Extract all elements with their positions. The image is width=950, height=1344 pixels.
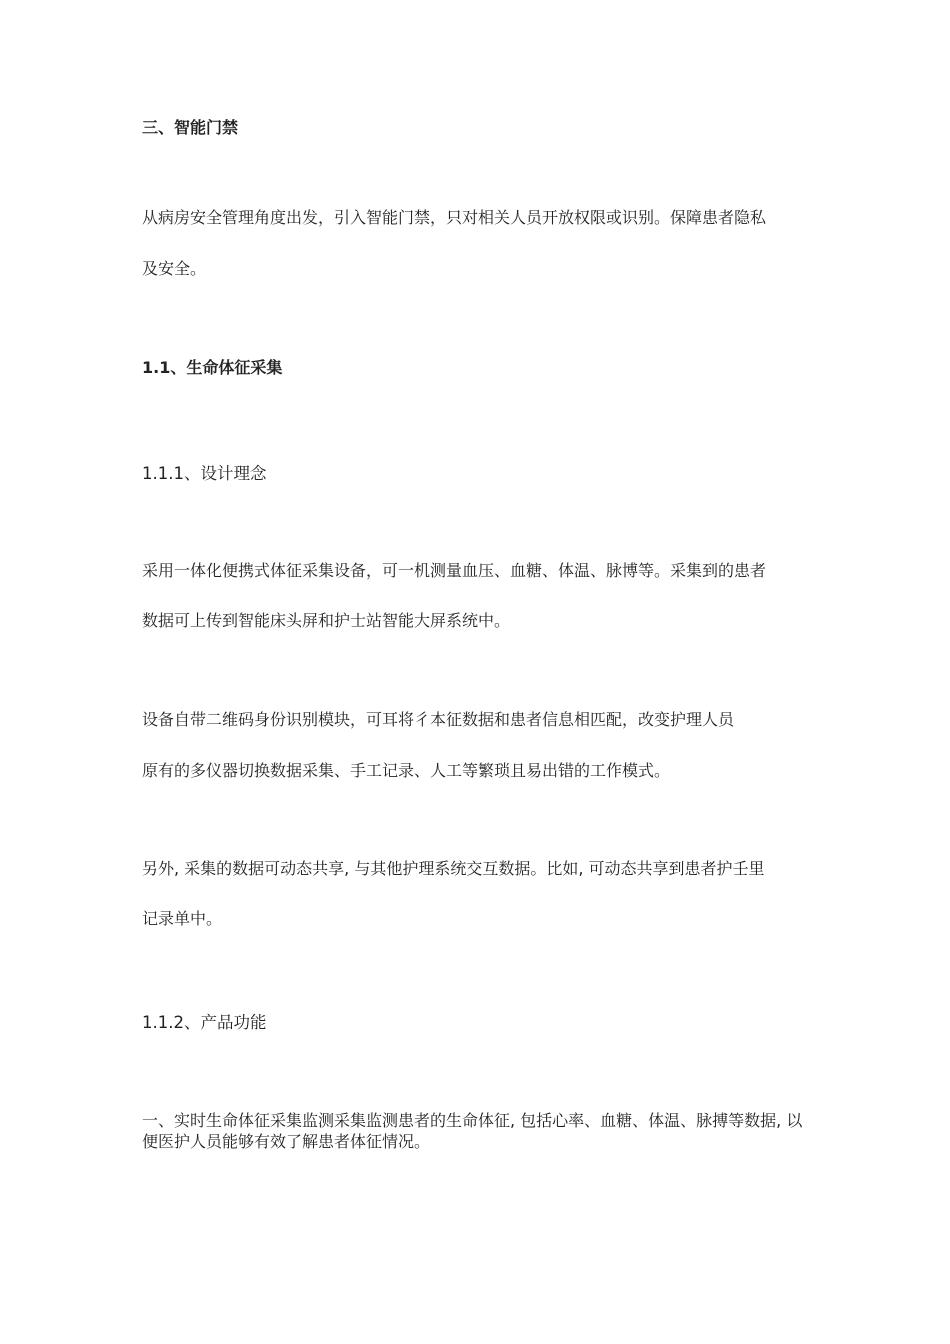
section-3-paragraph-line-1: 从病房安全管理角度出发，引入智能门禁，只对相关人员开放权限或识别。保障患者隐私 [142,208,767,227]
section-3-paragraph-line-2: 及安全。 [142,259,207,278]
section-1-1-2-heading: 1.1.2、产品功能 [142,1013,267,1032]
design-paragraph-1-line-2: 数据可上传到智能床头屏和护士站智能大屏系统中。 [142,611,511,630]
design-paragraph-2-line-1: 设备自带二维码身份识别模块，可耳将彳本征数据和患者信息相匹配，改变护理人员 [142,710,735,729]
design-paragraph-3-line-2: 记录单中。 [142,909,223,928]
function-paragraph-1: 一、实时生命体征采集监测采集监测患者的生命体征, 包括心率、血糖、体温、脉搏等数据, 以便医护人员能够有效了解患者体征情况。 [142,1111,803,1151]
section-3-heading: 三、智能门禁 [142,118,239,137]
section-1-1-1-heading: 1.1.1、设计理念 [142,464,267,483]
design-paragraph-1-line-1: 采用一体化便携式体征采集设备，可一机测量血压、血糖、体温、脉博等。采集到的患者 [142,561,767,580]
section-1-1-heading: 1.1、生命体征采集 [142,358,283,377]
design-paragraph-2-line-2: 原有的多仪器切换数据采集、手工记录、人工等繁琐且易出错的工作模式。 [142,761,671,780]
design-paragraph-3-line-1: 另外, 采集的数据可动态共享, 与其他护理系统交互数据。比如, 可动态共享到患者护壬里 [142,859,765,878]
